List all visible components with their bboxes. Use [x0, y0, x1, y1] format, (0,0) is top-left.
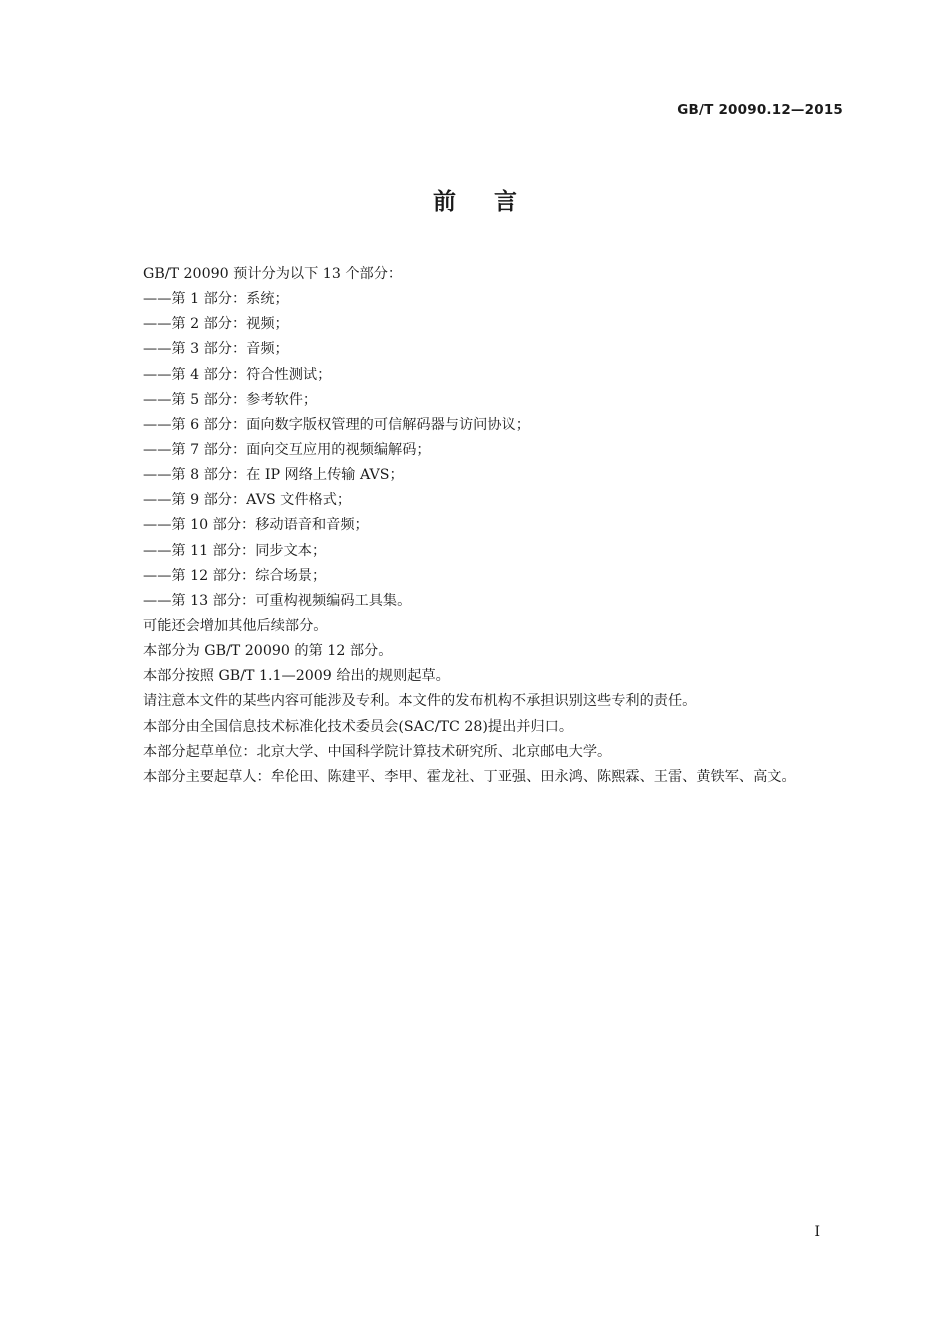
- paragraph: 可能还会增加其他后续部分。: [143, 617, 328, 634]
- standard-code: GB/T 20090.12—2015: [677, 102, 843, 118]
- drafters: 本部分主要起草人：牟伦田、陈建平、李甲、霍龙社、丁亚强、田永鸿、陈熙霖、王雷、黄铁军、高文。: [143, 768, 796, 785]
- list-item-part-11: ——第 11 部分：同步文本；: [143, 542, 327, 559]
- list-item-part-13: ——第 13 部分：可重构视频编码工具集。: [143, 592, 412, 609]
- list-item-part-2: ——第 2 部分：视频；: [143, 316, 289, 333]
- list-item-part-3: ——第 3 部分：音频；: [143, 341, 289, 358]
- foreword-body: [143, 262, 843, 790]
- intro-line: GB/T 20090 预计分为以下 13 个部分：: [143, 266, 403, 282]
- paragraph: 本部分由全国信息技术标准化技术委员会(SAC/TC 28)提出并归口。: [143, 718, 574, 735]
- list-item-part-8: ——第 8 部分：在 IP 网络上传输 AVS；: [143, 467, 404, 484]
- paragraph: 本部分按照 GB/T 1.1—2009 给出的规则起草。: [143, 668, 450, 685]
- list-item-part-9: ——第 9 部分：AVS 文件格式；: [143, 492, 352, 509]
- list-item-part-4: ——第 4 部分：符合性测试；: [143, 366, 332, 383]
- patent-notice: 请注意本文件的某些内容可能涉及专利。本文件的发布机构不承担识别这些专利的责任。: [143, 693, 697, 710]
- list-item-part-1: ——第 1 部分：系统；: [143, 291, 289, 308]
- list-item-part-7: ——第 7 部分：面向交互应用的视频编解码；: [143, 441, 431, 458]
- page-title: 前言: [433, 189, 555, 215]
- list-item-part-5: ——第 5 部分：参考软件；: [143, 391, 318, 408]
- list-item-part-12: ——第 12 部分：综合场景；: [143, 567, 327, 584]
- page-number: I: [814, 1224, 820, 1240]
- list-item-part-10: ——第 10 部分：移动语音和音频；: [143, 517, 369, 534]
- paragraph: 本部分为 GB/T 20090 的第 12 部分。: [143, 643, 393, 660]
- list-item-part-6: ——第 6 部分：面向数字版权管理的可信解码器与访问协议；: [143, 416, 530, 433]
- drafting-units: 本部分起草单位：北京大学、中国科学院计算技术研究所、北京邮电大学。: [143, 743, 612, 760]
